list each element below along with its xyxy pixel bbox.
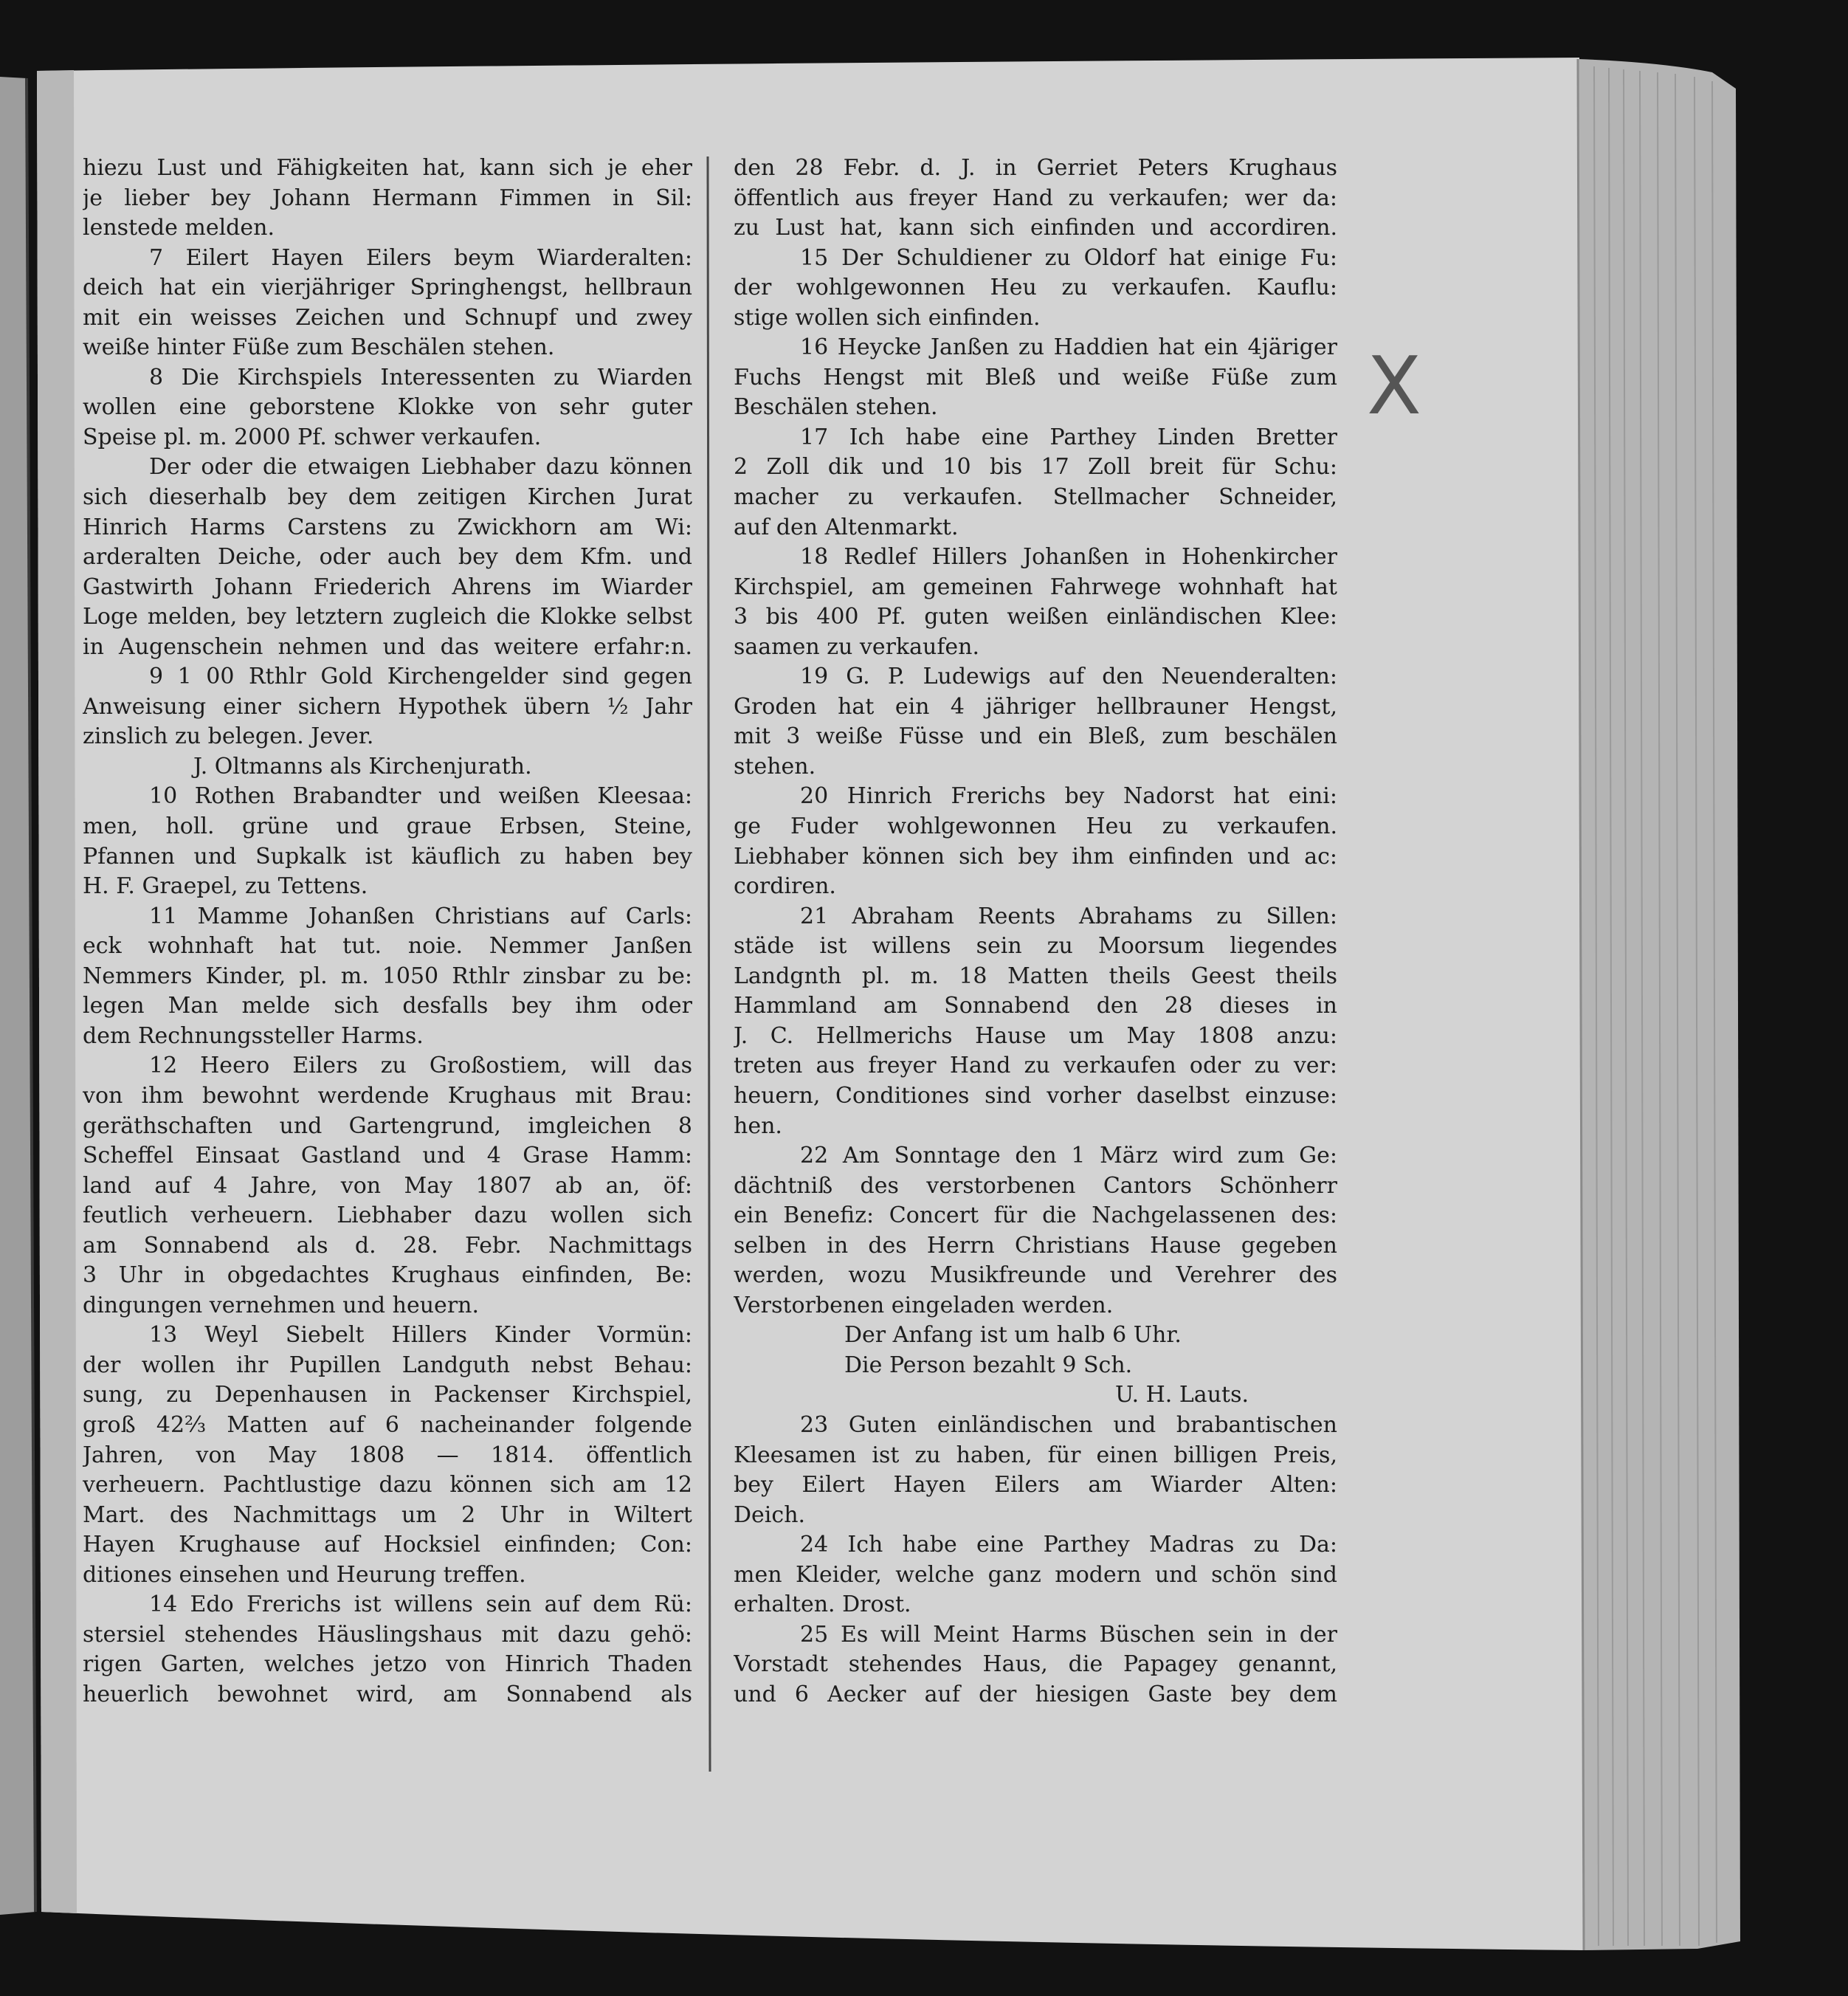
text-line: 11 Mamme Johanßen Christians auf Carls:: [149, 903, 692, 929]
text-line: Nemmers Kinder, pl. m. 1050 Rthlr zinsbar zu be:: [83, 963, 692, 989]
text-line: men, holl. grüne und graue Erbsen, Steine,: [83, 813, 692, 840]
text-line: Der oder die etwaigen Liebhaber dazu können: [149, 454, 692, 481]
text-line: erhalten. Drost.: [734, 1591, 911, 1618]
text-line: 9 1 00 Rthlr Gold Kirchengelder sind gegen: [149, 664, 692, 690]
text-line: Beschälen stehen.: [734, 394, 938, 421]
text-line: 21 Abraham Reents Abrahams zu Sillen:: [800, 903, 1337, 929]
text-line: Groden hat ein 4 jähriger hellbrauner Hengst,: [734, 693, 1337, 720]
pencil-mark: X: [1367, 340, 1421, 433]
text-line: in Augenschein nehmen und das weitere erfahr:n.: [83, 633, 692, 660]
text-line: 14 Edo Frerichs ist willens sein auf dem Rü:: [149, 1591, 692, 1618]
text-line: 10 Rothen Brabandter und weißen Kleesaa:: [149, 783, 692, 810]
text-line: zu Lust hat, kann sich einfinden und accordiren.: [734, 215, 1337, 241]
text-line: mit 3 weiße Füsse und ein Bleß, zum beschälen: [734, 723, 1337, 750]
text-line: Mart. des Nachmittags um 2 Uhr in Wiltert: [83, 1501, 692, 1528]
text-line: ge Fuder wohlgewonnen Heu zu verkaufen.: [734, 813, 1337, 840]
text-line: geräthschaften und Gartengrund, imgleichen 8: [83, 1112, 692, 1139]
text-line: Hammland am Sonnabend den 28 dieses in: [734, 993, 1337, 1019]
text-line: mit ein weisses Zeichen und Schnupf und zwey: [83, 304, 692, 331]
text-line: verheuern. Pachtlustige dazu können sich am 12: [83, 1472, 692, 1498]
text-line: Loge melden, bey letztern zugleich die Klokke selbst: [83, 604, 692, 630]
text-line: Hinrich Harms Carstens zu Zwickhorn am Wi:: [83, 514, 692, 540]
text-line: 13 Weyl Siebelt Hillers Kinder Vormün:: [149, 1322, 692, 1349]
text-line: Die Person bezahlt 9 Sch.: [844, 1352, 1133, 1378]
text-line: Verstorbenen eingeladen werden.: [734, 1292, 1114, 1318]
text-line: und 6 Aecker auf der hiesigen Gaste bey dem: [734, 1681, 1337, 1707]
text-line: dächtniß des verstorbenen Cantors Schönherr: [734, 1172, 1337, 1199]
text-line: 3 bis 400 Pf. guten weißen einländischen Klee:: [734, 604, 1337, 630]
text-line: ein Benefiz: Concert für die Nachgelassenen des:: [734, 1202, 1337, 1229]
text-line: selben in des Herrn Christians Hause gegeben: [734, 1232, 1337, 1259]
text-line: 19 G. P. Ludewigs auf den Neuenderalten:: [800, 664, 1337, 690]
text-line: J. Oltmanns als Kirchenjurath.: [193, 753, 532, 780]
text-line: feutlich verheuern. Liebhaber dazu wollen sich: [83, 1202, 692, 1229]
text-line: 23 Guten einländischen und brabantischen: [800, 1411, 1337, 1438]
text-line: heuern, Conditiones sind vorher daselbst einzuse:: [734, 1082, 1337, 1109]
text-line: hen.: [734, 1112, 782, 1139]
text-line: sich dieserhalb bey dem zeitigen Kirchen Jurat: [83, 484, 692, 511]
text-line: men Kleider, welche ganz modern und schön sind: [734, 1561, 1337, 1588]
text-line: hiezu Lust und Fähigkeiten hat, kann sich je eher: [83, 155, 692, 181]
text-line: land auf 4 Jahre, von May 1807 ab an, öf:: [83, 1172, 692, 1199]
text-line: Speise pl. m. 2000 Pf. schwer verkaufen.: [83, 424, 542, 450]
text-line: lenstede melden.: [83, 215, 275, 241]
text-line: bey Eilert Hayen Eilers am Wiarder Alten:: [734, 1472, 1337, 1498]
text-line: stehen.: [734, 753, 816, 780]
text-line: U. H. Lauts.: [1115, 1382, 1249, 1408]
text-line: 22 Am Sonntage den 1 März wird zum Ge:: [800, 1143, 1337, 1169]
text-line: Vorstadt stehendes Haus, die Papagey genannt,: [734, 1651, 1337, 1678]
text-line: weiße hinter Füße zum Beschälen stehen.: [83, 334, 555, 361]
text-line: auf den Altenmarkt.: [734, 514, 959, 540]
text-line: groß 42⅔ Matten auf 6 nacheinander folgende: [83, 1411, 692, 1438]
text-line: eck wohnhaft hat tut. noie. Nemmer Janßen: [83, 933, 692, 960]
text-line: je lieber bey Johann Hermann Fimmen in Sil:: [83, 185, 692, 211]
text-line: städe ist willens sein zu Moorsum liegendes: [734, 933, 1337, 960]
text-line: J. C. Hellmerichs Hause um May 1808 anzu:: [734, 1022, 1337, 1049]
text-line: stersiel stehendes Häuslingshaus mit dazu gehö:: [83, 1621, 692, 1648]
text-line: 15 Der Schuldiener zu Oldorf hat einige Fu:: [800, 244, 1337, 271]
text-line: Der Anfang ist um halb 6 Uhr.: [844, 1322, 1182, 1349]
text-line: öffentlich aus freyer Hand zu verkaufen; wer da:: [734, 185, 1337, 211]
text-line: Deich.: [734, 1501, 806, 1528]
text-line: 17 Ich habe eine Parthey Linden Bretter: [800, 424, 1337, 450]
text-line: 8 Die Kirchspiels Interessenten zu Wiarden: [149, 364, 692, 390]
text-line: der wollen ihr Pupillen Landguth nebst Behau:: [83, 1352, 692, 1378]
text-line: 20 Hinrich Frerichs bey Nadorst hat eini:: [800, 783, 1337, 810]
text-line: stige wollen sich einfinden.: [734, 304, 1041, 331]
text-line: Hayen Krughause auf Hocksiel einfinden; Con:: [83, 1532, 692, 1558]
text-line: Kirchspiel, am gemeinen Fahrwege wohnhaft hat: [734, 574, 1337, 600]
text-line: legen Man melde sich desfalls bey ihm oder: [83, 993, 692, 1019]
text-line: macher zu verkaufen. Stellmacher Schneider,: [734, 484, 1337, 511]
text-line: zinslich zu belegen. Jever.: [83, 723, 374, 750]
right-column: [734, 154, 1337, 1710]
text-line: cordiren.: [734, 873, 836, 900]
text-line: Anweisung einer sichern Hypothek übern ½ Jahr: [83, 693, 692, 720]
text-line: Scheffel Einsaat Gastland und 4 Grase Hamm:: [83, 1143, 692, 1169]
text-line: saamen zu verkaufen.: [734, 633, 980, 660]
text-line: treten aus freyer Hand zu verkaufen oder zu ver:: [734, 1053, 1337, 1079]
text-line: von ihm bewohnt werdende Krughaus mit Brau:: [83, 1082, 692, 1109]
text-line: Kleesamen ist zu haben, für einen billigen Preis,: [734, 1442, 1337, 1468]
text-line: den 28 Febr. d. J. in Gerriet Peters Krughaus: [734, 155, 1337, 181]
text-line: 7 Eilert Hayen Eilers beym Wiarderalten:: [149, 244, 692, 271]
text-line: 25 Es will Meint Harms Büschen sein in der: [800, 1621, 1337, 1648]
text-line: Gastwirth Johann Friederich Ahrens im Wiarder: [83, 574, 692, 600]
text-line: 24 Ich habe eine Parthey Madras zu Da:: [800, 1532, 1337, 1558]
text-line: rigen Garten, welches jetzo von Hinrich Thaden: [83, 1651, 692, 1678]
text-line: H. F. Graepel, zu Tettens.: [83, 873, 368, 900]
text-line: werden, wozu Musikfreunde und Verehrer des: [734, 1262, 1337, 1289]
text-line: dem Rechnungssteller Harms.: [83, 1022, 424, 1049]
text-line: deich hat ein vierjähriger Springhengst, hellbraun: [83, 275, 692, 301]
text-line: 2 Zoll dik und 10 bis 17 Zoll breit für Schu:: [734, 454, 1337, 481]
left-column: [83, 154, 692, 1710]
text-line: wollen eine geborstene Klokke von sehr guter: [83, 394, 692, 421]
text-line: 3 Uhr in obgedachtes Krughaus einfinden, Be:: [83, 1262, 692, 1289]
text-line: dingungen vernehmen und heuern.: [83, 1292, 480, 1318]
text-line: 18 Redlef Hillers Johanßen in Hohenkircher: [800, 544, 1337, 571]
text-line: Landgnth pl. m. 18 Matten theils Geest theils: [734, 963, 1337, 989]
text-line: arderalten Deiche, oder auch bey dem Kfm. und: [83, 544, 692, 571]
text-line: am Sonnabend als d. 28. Febr. Nachmittags: [83, 1232, 692, 1259]
text-line: sung, zu Depenhausen in Packenser Kirchspiel,: [83, 1382, 692, 1408]
text-line: der wohlgewonnen Heu zu verkaufen. Kauflu:: [734, 275, 1337, 301]
text-line: heuerlich bewohnet wird, am Sonnabend als: [83, 1681, 692, 1707]
text-line: 12 Heero Eilers zu Großostiem, will das: [149, 1053, 692, 1079]
text-line: Pfannen und Supkalk ist käuflich zu haben bey: [83, 843, 692, 870]
text-line: Jahren, von May 1808 — 1814. öffentlich: [83, 1442, 692, 1468]
text-line: 16 Heycke Janßen zu Haddien hat ein 4järiger: [800, 334, 1337, 361]
text-line: Fuchs Hengst mit Bleß und weiße Füße zum: [734, 364, 1337, 390]
text-line: Liebhaber können sich bey ihm einfinden und ac:: [734, 843, 1337, 870]
text-line: ditiones einsehen und Heurung treffen.: [83, 1561, 526, 1588]
